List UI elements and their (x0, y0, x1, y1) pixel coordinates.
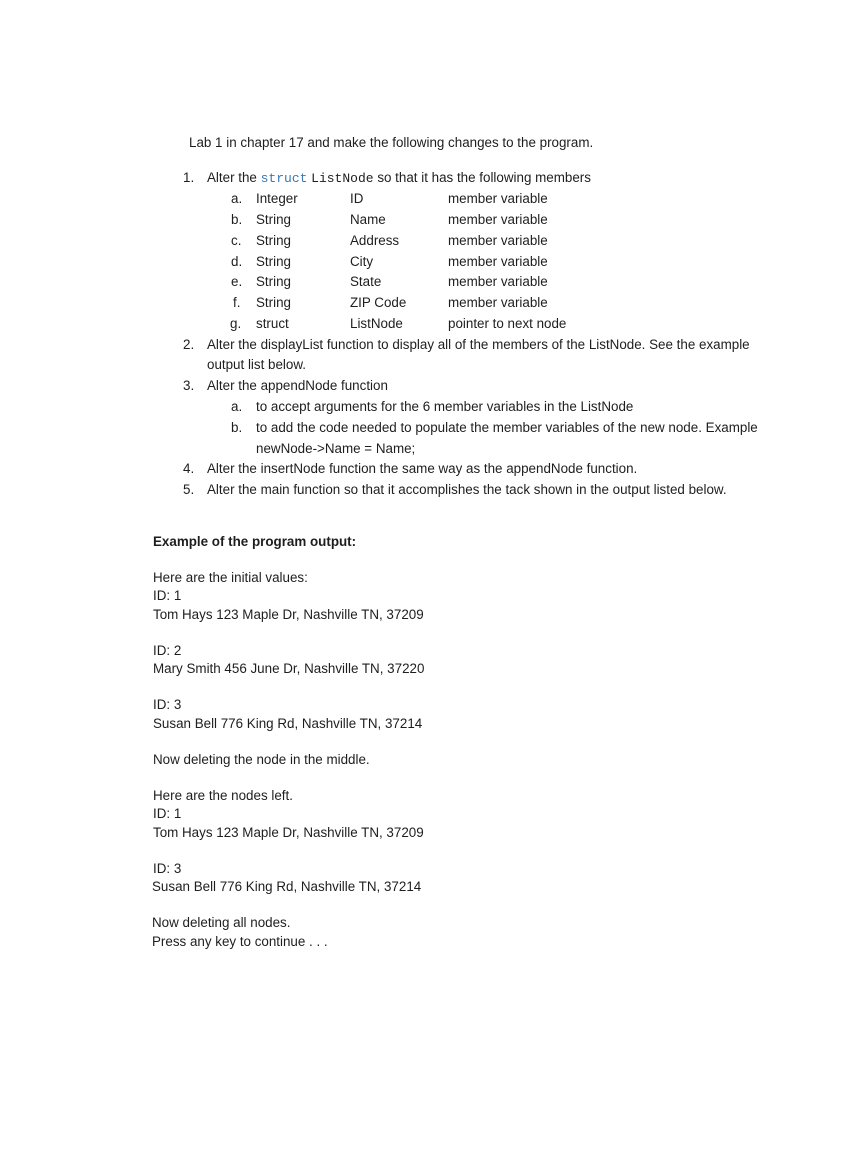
member-type: String (256, 295, 291, 310)
output-line: Now deleting the node in the middle. (153, 752, 370, 767)
item-3b-line-2: newNode->Name = Name; (256, 441, 416, 456)
item-5-text: Alter the main function so that it accomplishes the tack shown in the output listed below. (207, 482, 727, 497)
member-letter: a. (231, 191, 243, 206)
item-4-number: 4. (183, 461, 195, 476)
item-3-text: Alter the appendNode function (207, 378, 388, 393)
member-type: struct (256, 316, 289, 331)
member-desc: member variable (448, 191, 548, 206)
output-line: Tom Hays 123 Maple Dr, Nashville TN, 37209 (153, 607, 424, 622)
member-desc: member variable (448, 212, 548, 227)
member-desc: member variable (448, 274, 548, 289)
member-name: ListNode (350, 316, 403, 331)
member-type: Integer (256, 191, 298, 206)
output-line: Susan Bell 776 King Rd, Nashville TN, 37214 (152, 879, 422, 894)
output-heading: Example of the program output: (153, 534, 357, 549)
member-name: City (350, 254, 374, 269)
item-1-text-before: Alter the (207, 170, 257, 185)
output-line: ID: 3 (153, 697, 182, 712)
output-line: ID: 3 (153, 861, 182, 876)
member-letter: g. (230, 316, 242, 331)
member-name: ZIP Code (350, 295, 407, 310)
output-line: ID: 2 (153, 643, 182, 658)
member-name: Name (350, 212, 386, 227)
member-letter: e. (231, 274, 243, 289)
struct-keyword: struct (260, 171, 308, 186)
item-3-number: 3. (183, 378, 195, 393)
item-1-text (207, 170, 591, 187)
output-line: Here are the initial values: (153, 570, 308, 585)
member-letter: c. (231, 233, 242, 248)
member-name: Address (350, 233, 400, 248)
output-line: Mary Smith 456 June Dr, Nashville TN, 37220 (153, 661, 425, 676)
member-name: State (350, 274, 382, 289)
output-line: ID: 1 (153, 806, 182, 821)
item-3b-letter: b. (231, 420, 243, 435)
member-desc: member variable (448, 254, 548, 269)
member-desc: member variable (448, 233, 548, 248)
item-3a-text: to accept arguments for the 6 member variables in the ListNode (256, 399, 634, 414)
item-3a-letter: a. (231, 399, 243, 414)
output-line: Tom Hays 123 Maple Dr, Nashville TN, 37209 (153, 825, 424, 840)
member-desc: pointer to next node (448, 316, 567, 331)
item-1-number: 1. (183, 170, 195, 185)
output-line: Now deleting all nodes. (152, 915, 291, 930)
member-letter: f. (233, 295, 241, 310)
member-letter: d. (231, 254, 243, 269)
output-line: Here are the nodes left. (153, 788, 293, 803)
item-2-number: 2. (183, 337, 195, 352)
member-name: ID (350, 191, 364, 206)
item-2-line-1: Alter the displayList function to display all of the members of the ListNode. See the example (207, 337, 750, 352)
item-3b-line-1: to add the code needed to populate the member variables of the new node. Example (256, 420, 758, 435)
member-type: String (256, 254, 291, 269)
listnode-code: ListNode (311, 171, 374, 186)
item-2-line-2: output list below. (207, 357, 307, 372)
output-line: ID: 1 (153, 588, 182, 603)
member-type: String (256, 212, 291, 227)
member-letter: b. (231, 212, 243, 227)
intro-text: Lab 1 in chapter 17 and make the following changes to the program. (189, 135, 594, 150)
member-type: String (256, 233, 291, 248)
output-line: Susan Bell 776 King Rd, Nashville TN, 37214 (153, 716, 423, 731)
member-desc: member variable (448, 295, 548, 310)
output-line: Press any key to continue . . . (152, 934, 328, 949)
member-type: String (256, 274, 291, 289)
item-4-text: Alter the insertNode function the same way as the appendNode function. (207, 461, 638, 476)
item-5-number: 5. (183, 482, 195, 497)
item-1-text-after: so that it has the following members (377, 170, 591, 185)
